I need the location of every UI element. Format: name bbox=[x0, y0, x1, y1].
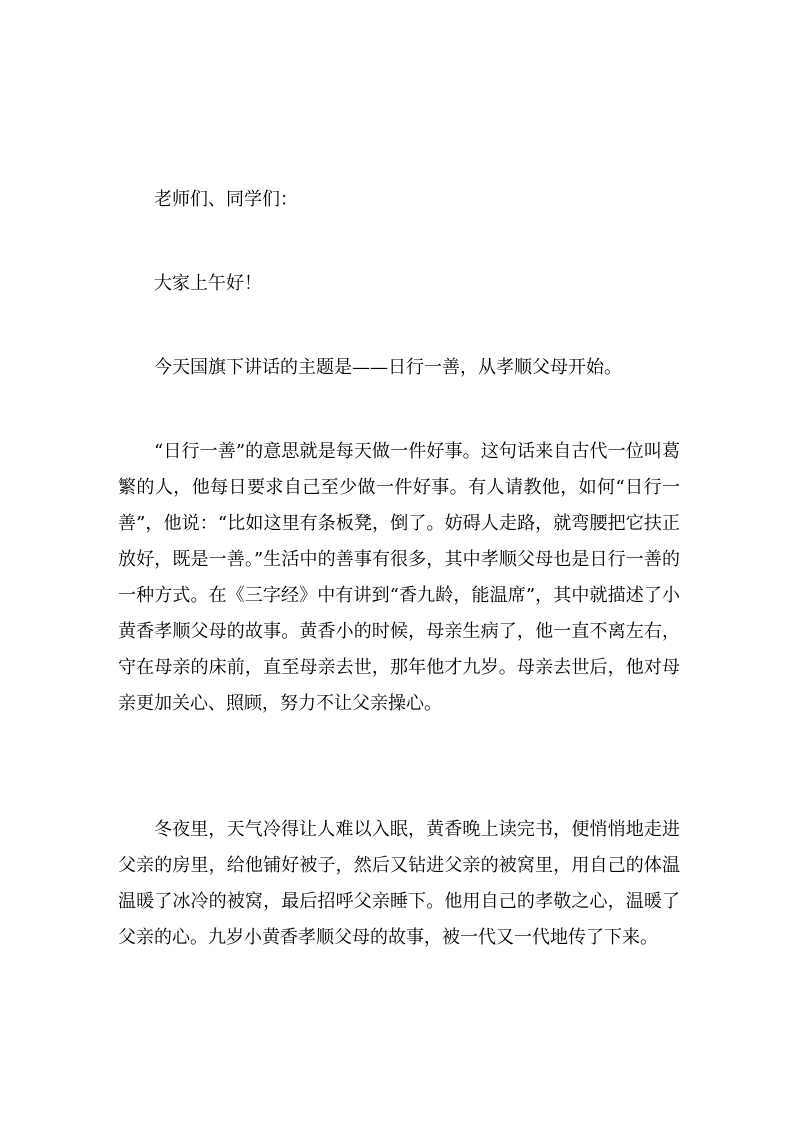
salutation-paragraph: 老师们、同学们： bbox=[154, 189, 298, 210]
body-paragraph: 冬夜里，天气冷得让人难以入眠，黄香晚上读完书，便悄悄地走进父亲的房里，给他铺好被子，然后又钻进父亲的被窝里，用自己的体温温暖了冰冷的被窝，最后招呼父亲睡下。他用自己的孝敬之心，温暖了父亲的心。九岁小黄香孝顺父母的故事，被一代又一代地传了下来。 bbox=[118, 819, 680, 948]
body-paragraph: “日行一善”的意思就是每天做一件好事。这句话来自古代一位叫葛繁的人，他每日要求自己至少做一件好事。有人请教他，如何“日行一善”，他说：“比如这里有条板凳，倒了。妨碍人走路，就弯腰把它扶正放好，既是一善。”生活中的善事有很多，其中孝顺父母也是日行一善的一种方式。在《三字经》中有讲到“香九龄，能温席”，其中就描述了小黄香孝顺父母的故事。黄香小的时候，母亲生病了，他一直不离左右，守在母亲的床前，直至母亲去世，那年他才九岁。母亲去世后，他对母亲更加关心、照顾，努力不让父亲操心。 bbox=[118, 441, 680, 714]
topic-paragraph: 今天国旗下讲话的主题是——日行一善，从孝顺父母开始。 bbox=[154, 357, 622, 378]
greeting-paragraph: 大家上午好！ bbox=[154, 273, 262, 294]
